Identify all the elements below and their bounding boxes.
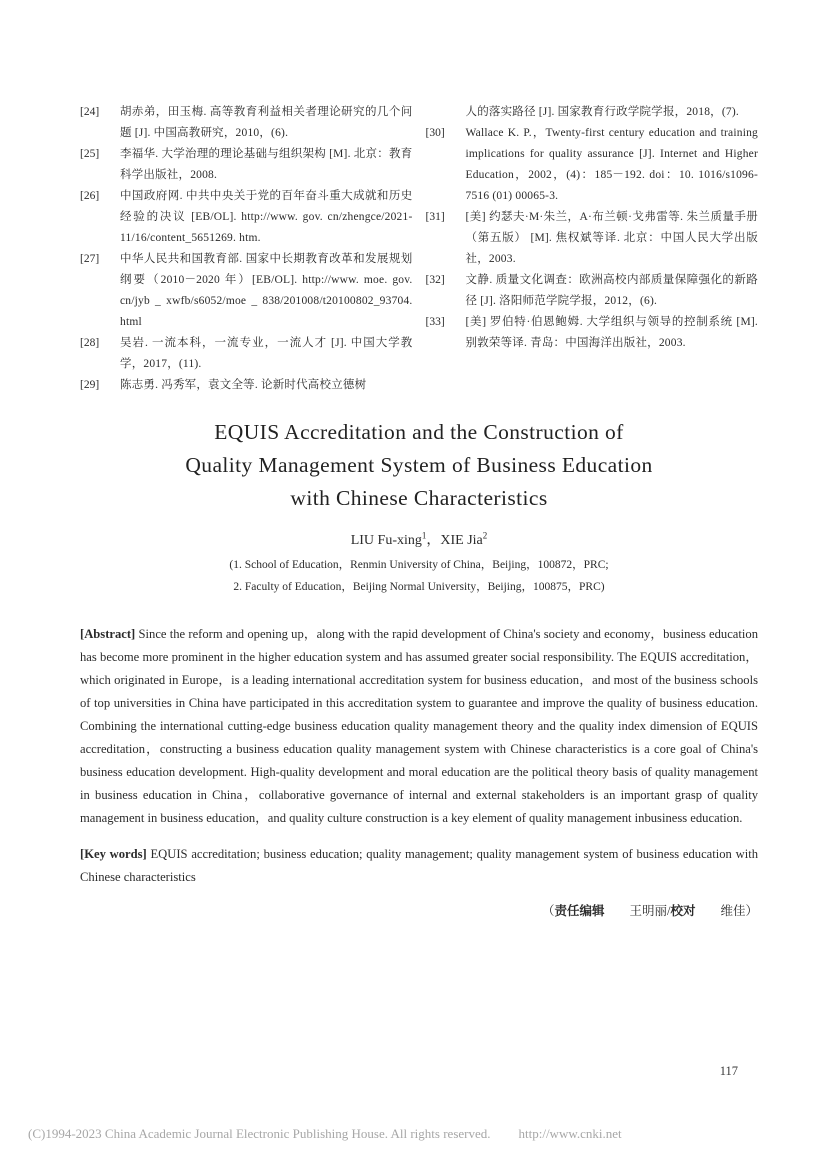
author-name: XIE Jia [440,533,483,548]
reference-text: 陈志勇. 冯秀军，袁文全等. 论新时代高校立德树 [120,379,367,391]
proofreader-role-label: 校对 [670,904,696,919]
title-line: with Chinese Characteristics [290,486,548,510]
abstract-label: [Abstract] [80,627,136,641]
author-separator: ， [426,533,441,548]
copyright-text: (C)1994-2023 China Academic Journal Electronic Publishing House. All rights reserved. [28,1126,491,1141]
footer [28,1126,807,1142]
reference-text: Wallace K. P.，Twenty-first century education and training implications for quality assurance [J]. Internet and Higher Education，2002，(4)：185－192. doi：10. 1016/s1096-7516 (01) 00065-3. [465,127,758,202]
reference-label: [28] [80,337,100,349]
page-number: 117 [719,1064,738,1078]
reference-label: [25] [80,148,100,160]
title-line: EQUIS Accreditation and the Construction of [214,420,624,444]
cnki-url: http://www.cnki.net [518,1126,622,1141]
reference-text: [美] 罗伯特·伯恩鲍姆. 大学组织与领导的控制系统 [M]. 别敦荣等译. 青岛：中国海洋出版社，2003. [465,316,758,349]
reference-text: 吴岩. 一流本科，一流专业，一流人才 [J]. 中国大学教学，2017，(11). [120,337,413,370]
keywords-label: [Key words] [80,846,147,861]
affiliation-line: 2. Faculty of Education，Beijing Normal University，Beijing，100875，PRC) [233,581,605,593]
references-column-left [80,102,413,396]
reference-label: [30] [425,127,445,139]
reference-label: [29] [80,379,100,391]
reference-label: [27] [80,253,100,265]
reference-text: [美] 约瑟夫·M·朱兰，A·布兰顿·戈弗雷等. 朱兰质量手册（第五版） [M]. 焦权斌等译. 北京：中国人民大学出版社，2003. [465,211,758,265]
abstract-text: Since the reform and opening up，along with the rapid development of China's society and economy，business education has become more prominent in the higher education system and has assumed greater social responsibility. The EQUIS accreditation，which originated in Europe，is a leading international accreditation system for business education，and most of the business schools of top universities in China have participated in this accreditation system to guarantee and improve the quality of business education. Combining the international cutting-edge business education quality management theory and the quality index dimension of EQUIS accreditation，constructing a business education quality management system with Chinese characteristics is a core goal of China's business education development. High-quality development and moral education are the political theory basis of quality management in business education in China，collaborative governance of internal and external stakeholders is an important grasp of quality management in business education，and quality culture construction is a key element of quality management inbusiness education. [80,627,758,825]
editor-note [80,901,758,919]
affiliation-line: (1. School of Education，Renmin University of China，Beijing，100872，PRC; [229,559,609,571]
keywords-text: EQUIS accreditation; business education; quality management; quality management system of business education with Chinese characteristics [80,846,758,884]
reference-text: 中国政府网. 中共中央关于党的百年奋斗重大成就和历史经验的决议 [EB/OL]. http://www. gov. cn/zhengce/2021-11/16/content_5651269. htm. [120,190,413,244]
reference-label: [26] [80,190,100,202]
abstract-paragraph [80,623,758,830]
reference-item [80,186,413,249]
affiliations [80,554,758,598]
reference-label: [33] [425,316,445,328]
reference-label: [24] [80,106,100,118]
reference-item [80,333,413,375]
keywords-paragraph [80,843,758,889]
reference-label: [32] [425,274,445,286]
reference-text: 李福华. 大学治理的理论基础与组织架构 [M]. 北京：教育科学出版社，2008. [120,148,413,181]
reference-text: 中华人民共和国教育部. 国家中长期教育改革和发展规划纲要（2010－2020 年）[EB/OL]. http://www. moe. gov. cn/jyb _ xwfb/s6052/moe _ 838/201008/t20100802_93704. html [120,253,413,328]
reference-item [80,375,413,396]
reference-item [426,207,759,270]
author-superscript: 2 [482,530,488,541]
reference-item [426,123,759,207]
reference-item-continuation [426,102,759,123]
editor-note-open: （ [541,904,555,919]
authors-line [80,529,758,549]
reference-item [426,270,759,312]
editor-role-label: 责任编辑 [554,904,605,919]
references-section [80,102,758,396]
reference-text: 胡赤弟，田玉梅. 高等教育利益相关者理论研究的几个问题 [J]. 中国高教研究，2010，(6). [120,106,413,139]
author-name: LIU Fu-xing [350,533,422,548]
reference-item [80,102,413,144]
author-superscript: 1 [421,530,427,541]
reference-label: [31] [425,211,445,223]
reference-text: 人的落实路径 [J]. 国家教育行政学院学报，2018，(7). [465,106,739,118]
article-title [80,416,758,515]
reference-item [80,144,413,186]
references-column-right [426,102,759,396]
reference-text: 文静. 质量文化调查：欧洲高校内部质量保障强化的新路径 [J]. 洛阳师范学院学报，2012，(6). [465,274,758,307]
editor-name: 王明丽/ [604,904,671,919]
proofreader-name: 维佳） [695,904,758,919]
reference-item [80,249,413,333]
title-line: Quality Management System of Business Education [185,453,653,477]
reference-item [426,312,759,354]
